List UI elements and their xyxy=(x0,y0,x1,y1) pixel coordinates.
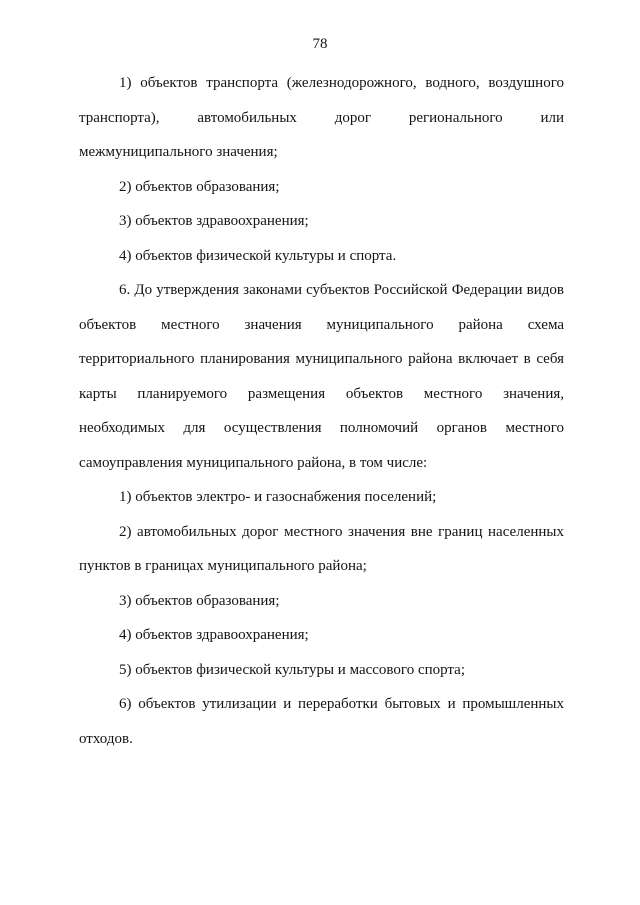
paragraph-6-maps: 6. До утверждения законами субъектов Российской Федерации видов объектов местного значения муниципального района схема территориального планирования муниципального района включает в себя карты планируемого размещения объектов местного значения, необходимых для осуществления полномочий органов местного самоуправления муниципального района, в том числе: xyxy=(79,282,564,471)
paragraph-4-healthcare: 4) объектов здравоохранения; xyxy=(119,627,309,643)
paragraph-3-education: 3) объектов образования; xyxy=(119,592,280,609)
paragraph-1-transport: 1) объектов транспорта (железнодорожного, водного, воздушного транспорта), автомобильных дорог регионального или межмуниципального значения; xyxy=(79,75,564,160)
paragraph-6-waste: 6) объектов утилизации и переработки бытовых и промышленных отходов. xyxy=(79,696,564,747)
page-number: 78 xyxy=(312,36,328,52)
paragraph-3-healthcare: 3) объектов здравоохранения; xyxy=(119,213,309,229)
paragraph-2-education: 2) объектов образования; xyxy=(119,178,280,195)
paragraph-4-sport: 4) объектов физической культуры и спорта. xyxy=(119,247,397,264)
paragraph-2-roads: 2) автомобильных дорог местного значения вне границ населенных пунктов в границах муниципального района; xyxy=(79,523,564,574)
paragraph-5-mass-sport: 5) объектов физической культуры и массового спорта; xyxy=(119,661,465,678)
document-body xyxy=(79,66,564,756)
paragraph-1-energy: 1) объектов электро- и газоснабжения поселений; xyxy=(119,489,437,505)
